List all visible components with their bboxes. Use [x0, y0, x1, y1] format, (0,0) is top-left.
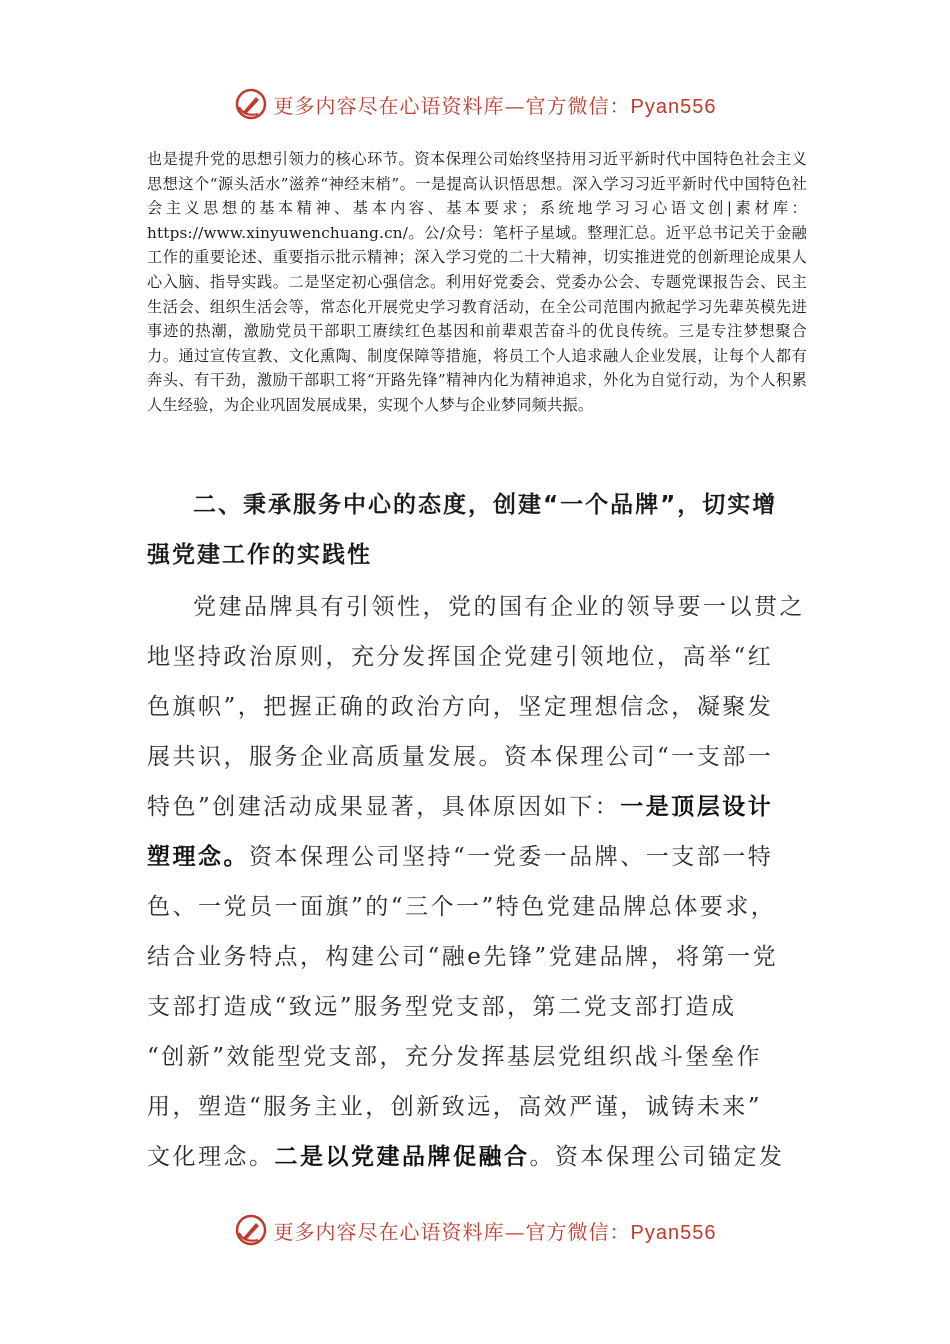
heading-line-2: 强党建工作的实践性 [147, 542, 372, 568]
line-text: 地坚持政治原则，充分发挥国企党建引领地位，高举“红 [147, 644, 774, 670]
body-line [147, 632, 807, 682]
body-line [147, 682, 807, 732]
banner-text: 更多内容尽在心语资料库—官方微信：Pyan556 [273, 1219, 717, 1244]
line-text: 。资本保理公司锚定发 [529, 1144, 785, 1170]
line-text: 资本保理公司坚持“一党委一品牌、一支部一特 [249, 844, 774, 870]
pen-nib-icon [234, 1213, 268, 1247]
body-line [147, 1132, 807, 1182]
line-text: 文化理念。 [147, 1144, 275, 1170]
body-line [147, 982, 807, 1032]
pen-nib-icon [234, 87, 268, 121]
paragraph-text: 也是提升党的思想引领力的核心环节。资本保理公司始终坚持用习近平新时代中国特色社会主义思想这个“源头活水”滋养“神经末梢”。一是提高认识悟思想。深入学习习近平新时代中国特色社会主义思想的基本精神、基本内容、基本要求；系统地学习习心语文创|素材库：https://www.xinyuwenchuang.cn/。公/众号：笔杆子星域。整理汇总。近平总书记关于金融工作的重要论述、重要指示批示精神；深入学习党的二十大精神，切实推进党的创新理论成果人心入脑、指导实践。二是坚定初心强信念。利用好党委会、党委办公会、专题党课报告会、民主生活会、组织生活会等，常态化开展党史学习教育活动，在全公司范围内掀起学习先辈英模先进事迹的热潮，激励党员干部职工赓续红色基因和前辈艰苦奋斗的优良传统。三是专注梦想聚合力。通过宣传宣教、文化熏陶、制度保障等措施，将员工个人追求融人企业发展，让每个人都有奔头、有干劲，激励干部职工将“开路先锋”精神内化为精神追求，外化为自觉行动，为个人积累人生经验，为企业巩固发展成果，实现个人梦与企业梦同频共振。 [147, 150, 807, 414]
wechat-id: Pyan556 [630, 1221, 717, 1244]
body-line [147, 582, 807, 632]
banner-text: 更多内容尽在心语资料库—官方微信：Pyan556 [273, 93, 717, 118]
body-line [147, 732, 807, 782]
line-text: 用，塑造“服务主业，创新致远，高效严谨，诚铸未来” [147, 1094, 763, 1120]
body-text [147, 582, 807, 1182]
line-text: 党建品牌具有引领性，党的国有企业的领导要一以贯之 [193, 594, 805, 620]
line-text: 展共识，服务企业高质量发展。资本保理公司“一支部一 [147, 744, 774, 770]
body-line [147, 882, 807, 932]
body-line [147, 932, 807, 982]
line-text: 结合业务特点，构建公司“融e先锋”党建品牌，将第一党 [147, 944, 779, 970]
line-text: 色、一党员一面旗”的“三个一”特色党建品牌总体要求， [147, 894, 777, 920]
wechat-id: Pyan556 [630, 95, 717, 118]
body-line [147, 832, 807, 882]
bold-emphasis: 一是顶层设计 [620, 794, 774, 820]
heading-line-1: 二、秉承服务中心的态度，创建“一个品牌”，切实增 [193, 492, 778, 518]
line-text: 支部打造成“致远”服务型党支部，第二党支部打造成 [147, 994, 737, 1020]
body-line [147, 1032, 807, 1082]
line-text: “创新”效能型党支部，充分发挥基层党组织战斗堡垒作 [147, 1044, 763, 1070]
body-line [147, 782, 807, 832]
bold-emphasis: 二是以党建品牌促融合 [274, 1144, 530, 1170]
header-banner [0, 84, 950, 124]
intro-paragraph [147, 147, 807, 418]
bold-emphasis: 塑理念。 [147, 844, 249, 870]
line-text: 特色”创建活动成果显著，具体原因如下： [147, 794, 621, 820]
section-heading [147, 480, 807, 580]
body-line [147, 1082, 807, 1132]
footer-banner [0, 1210, 950, 1250]
line-text: 色旗帜”，把握正确的政治方向，坚定理想信念，凝聚发 [147, 694, 774, 720]
